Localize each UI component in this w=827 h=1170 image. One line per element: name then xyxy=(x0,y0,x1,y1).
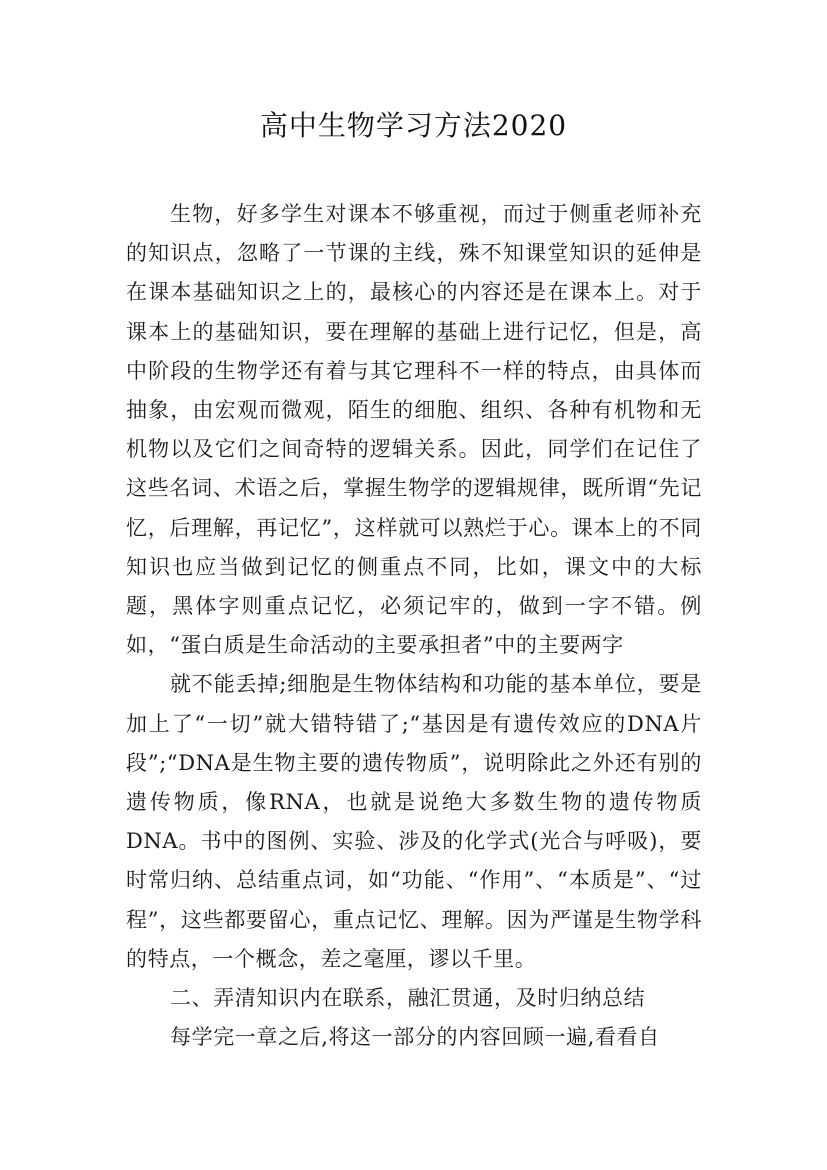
document-title: 高中生物学习方法2020 xyxy=(259,109,568,142)
paragraph-section-start: 每学完一章之后,将这一部分的内容回顾一遍,看看自 xyxy=(170,1025,660,1050)
section-heading: 二、弄清知识内在联系，融汇贯通，及时归纳总结 xyxy=(170,986,646,1011)
paragraph-intro: 生物，好多学生对课本不够重视，而过于侧重老师补充的知识点，忽略了一节课的主线，殊不知课堂知识的延伸是在课本基础知识之上的，最核心的内容还是在课本上。对于课本上的基础知识，要在理解的基础上进行记忆，但是，高中阶段的生物学还有着与其它理科不一样的特点，由具体而抽象，由宏观而微观，陌生的细胞、组织、各种有机物和无机物以及它们之间奇特的逻辑关系。因此，同学们在记住了这些名词、术语之后，掌握生物学的逻辑规律，既所谓“先记忆，后理解，再记忆”，这样就可以熟烂于心。课本上的不同知识也应当做到记忆的侧重点不同，比如，课文中的大标题，黑体字则重点记忆，必须记牢的，做到一字不错。例如，“蛋白质是生命活动的主要承担者”中的主要两字 xyxy=(126,202,702,658)
paragraph-continued: 就不能丢掉;细胞是生物体结构和功能的基本单位，要是加上了“一切”就大错特错了;“基因是有遗传效应的DNA片段”;“DNA是生物主要的遗传物质”，说明除此之外还有别的遗传物质，像RNA，也就是说绝大多数生物的遗传物质DNA。书中的图例、实验、涉及的化学式(光合与呼吸)，要时常归纳、总结重点词，如“功能、“作用”、“本质是”、“过程”，这些都要留心，重点记忆、理解。因为严谨是生物学科的特点，一个概念，差之毫厘，谬以千里。 xyxy=(126,672,702,971)
document-body xyxy=(126,195,702,1057)
